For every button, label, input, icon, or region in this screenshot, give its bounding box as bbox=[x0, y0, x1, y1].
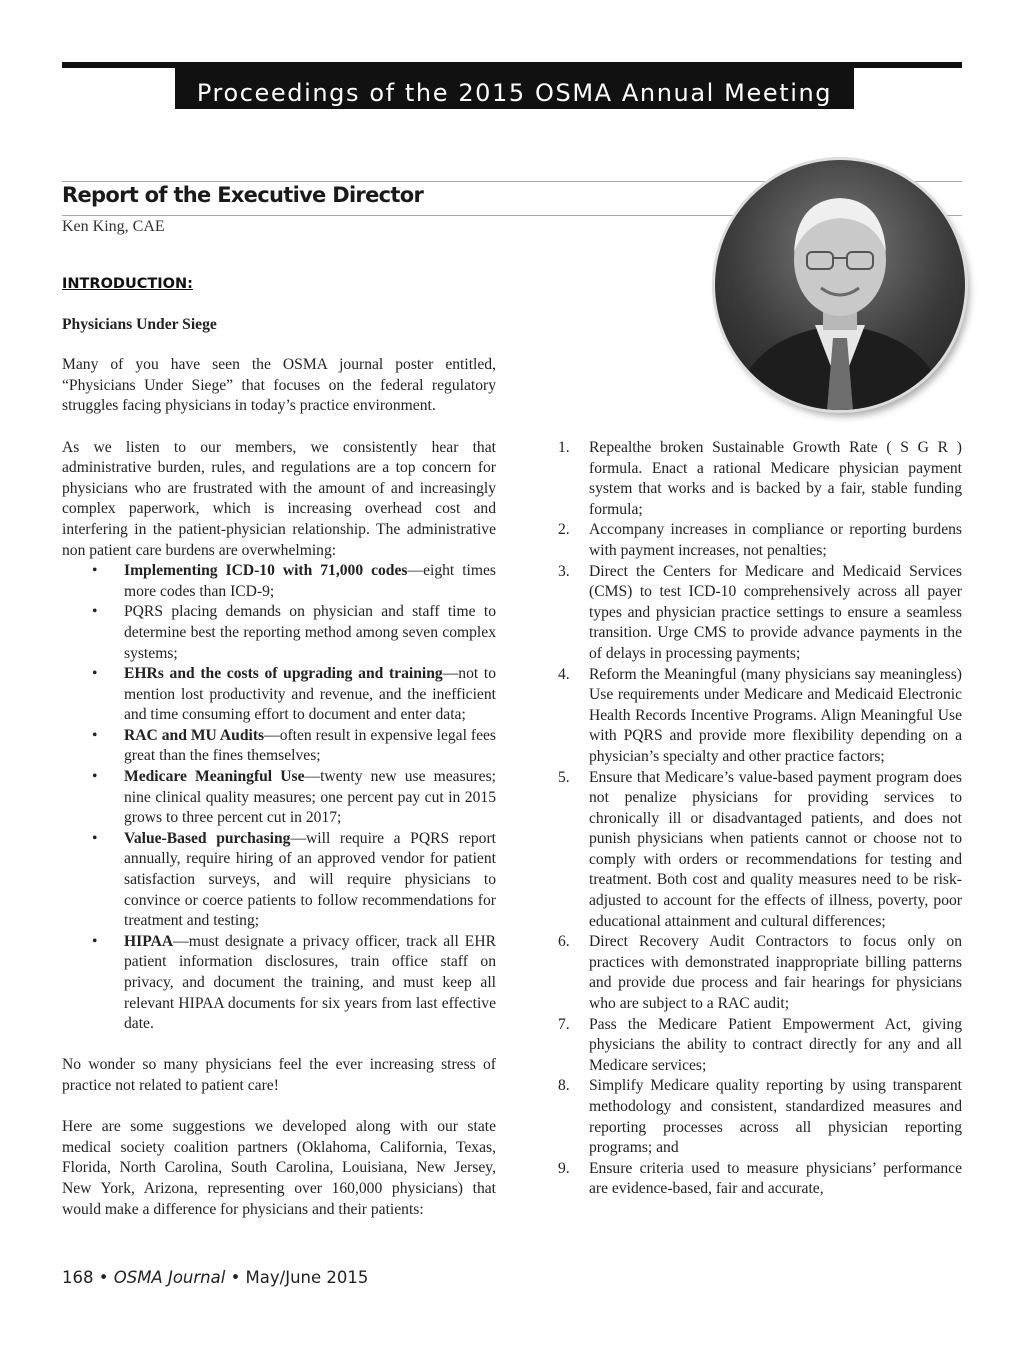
list-item: 9. Ensure criteria used to measure physicians’ performance are evidence-based, fair and accurate, bbox=[558, 1159, 962, 1198]
article-title: Report of the Executive Director bbox=[62, 183, 424, 207]
journal-name: OSMA Journal bbox=[113, 1268, 226, 1287]
right-column bbox=[558, 438, 962, 1200]
list-item: • HIPAA—must designate a privacy officer, track all EHR patient information disclosures, train office staff on privacy, and document the training, and must keep all relevant HIPAA documents for six years from last effective date. bbox=[92, 932, 496, 1033]
list-item: 7. Pass the Medicare Patient Empowerment Act, giving physicians the ability to contract directly for any and all Medicare services; bbox=[558, 1015, 962, 1074]
proceedings-banner: Proceedings of the 2015 OSMA Annual Meeting bbox=[175, 62, 854, 109]
left-column bbox=[62, 274, 496, 1241]
intro-paragraph: Many of you have seen the OSMA journal poster entitled, “Physicians Under Siege” that focuses on the federal regulatory struggles facing physicians in today’s practice environment. bbox=[62, 356, 496, 415]
suggestions-list bbox=[558, 438, 962, 1200]
issue-date: • May/June 2015 bbox=[230, 1268, 369, 1287]
list-item: 2. Accompany increases in compliance or reporting burdens with payment increases, not penalties; bbox=[558, 521, 962, 559]
article-author: Ken King, CAE bbox=[62, 218, 165, 235]
burden-list bbox=[62, 561, 496, 1035]
author-portrait bbox=[715, 160, 965, 410]
list-item: 1. Repealthe broken Sustainable Growth Rate ( S G R ) formula. Enact a rational Medicare physician payment system that works and is backed by a fair, stable funding formula; bbox=[558, 439, 962, 518]
list-item: 3. Direct the Centers for Medicare and Medicaid Services (CMS) to test ICD-10 comprehensively across all payer types and physician practice settings to ensure a seamless transition. Urge CMS to provide advance payments in the of delays in processing payments; bbox=[558, 562, 962, 662]
introduction-heading: INTRODUCTION: bbox=[62, 276, 193, 292]
list-item: • Implementing ICD-10 with 71,000 codes—eight times more codes than ICD-9; bbox=[92, 562, 496, 600]
list-item: 4. Reform the Meaningful (many physicians say meaningless) Use requirements under Medicare and Medicaid Electronic Health Records Incentive Programs. Align Meaningful Use with PQRS and provide more flexibility depending on a physician’s specialty and other practice factors; bbox=[558, 665, 962, 765]
stress-paragraph: No wonder so many physicians feel the ever increasing stress of practice not related to patient care! bbox=[62, 1056, 496, 1094]
burden-paragraph: As we listen to our members, we consistently hear that administrative burden, rules, and regulations are a top concern for physicians who are frustrated with the amount of and increasingly complex paperwork, which is increasing overhead cost and interfering in the patient-physician relationship. The administrative non patient care burdens are overwhelming: bbox=[62, 438, 496, 559]
list-item: • EHRs and the costs of upgrading and training—not to mention lost productivity and revenue, and the inefficient and time consuming effort to document and enter data; bbox=[92, 665, 496, 724]
page-footer bbox=[62, 1268, 368, 1287]
list-item: 6. Direct Recovery Audit Contractors to focus only on practices with demonstrated inappropriate billing patterns and provide due process and fair hearings for physicians who are subject to a RAC audit; bbox=[558, 933, 962, 1013]
list-item: • Medicare Meaningful Use—twenty new use measures; nine clinical quality measures; one percent pay cut in 2015 grows to three percent cut in 2017; bbox=[92, 768, 496, 827]
list-item: 5. Ensure that Medicare’s value-based payment program does not penalize physicians for providing services to chronically ill or disadvantaged patients, and does not punish physicians when patients cannot or choose not to comply with orders or recommendations for testing and treatment. Both cost and quality measures need to be risk-adjusted to account for the effects of illness, poverty, poor educational attainment and cultural differences; bbox=[558, 768, 962, 930]
list-item: • PQRS placing demands on physician and staff time to determine best the reporting method among seven complex systems; bbox=[92, 603, 496, 662]
portrait-illustration bbox=[715, 160, 965, 410]
section-subheading: Physicians Under Siege bbox=[62, 315, 217, 333]
page-number: 168 • bbox=[62, 1268, 109, 1287]
list-item: • Value-Based purchasing—will require a PQRS report annually, require hiring of an approved vendor for patient satisfaction surveys, and will require physicians to convince or coerce patients to follow recommendations for treatment and testing; bbox=[92, 829, 497, 930]
list-item: • RAC and MU Audits—often result in expensive legal fees great than the fines themselves; bbox=[92, 726, 496, 765]
list-item: 8. Simplify Medicare quality reporting by using transparent methodology and consistent, standardized measures and reporting processes across all physician reporting programs; and bbox=[558, 1077, 962, 1157]
suggestions-paragraph: Here are some suggestions we developed along with our state medical society coalition partners (Oklahoma, California, Texas, Florida, North Carolina, South Carolina, Louisiana, New Jersey, New York, Arizona, representing over 160,000 physicians) that would make a difference for physicians and their patients: bbox=[62, 1118, 496, 1218]
